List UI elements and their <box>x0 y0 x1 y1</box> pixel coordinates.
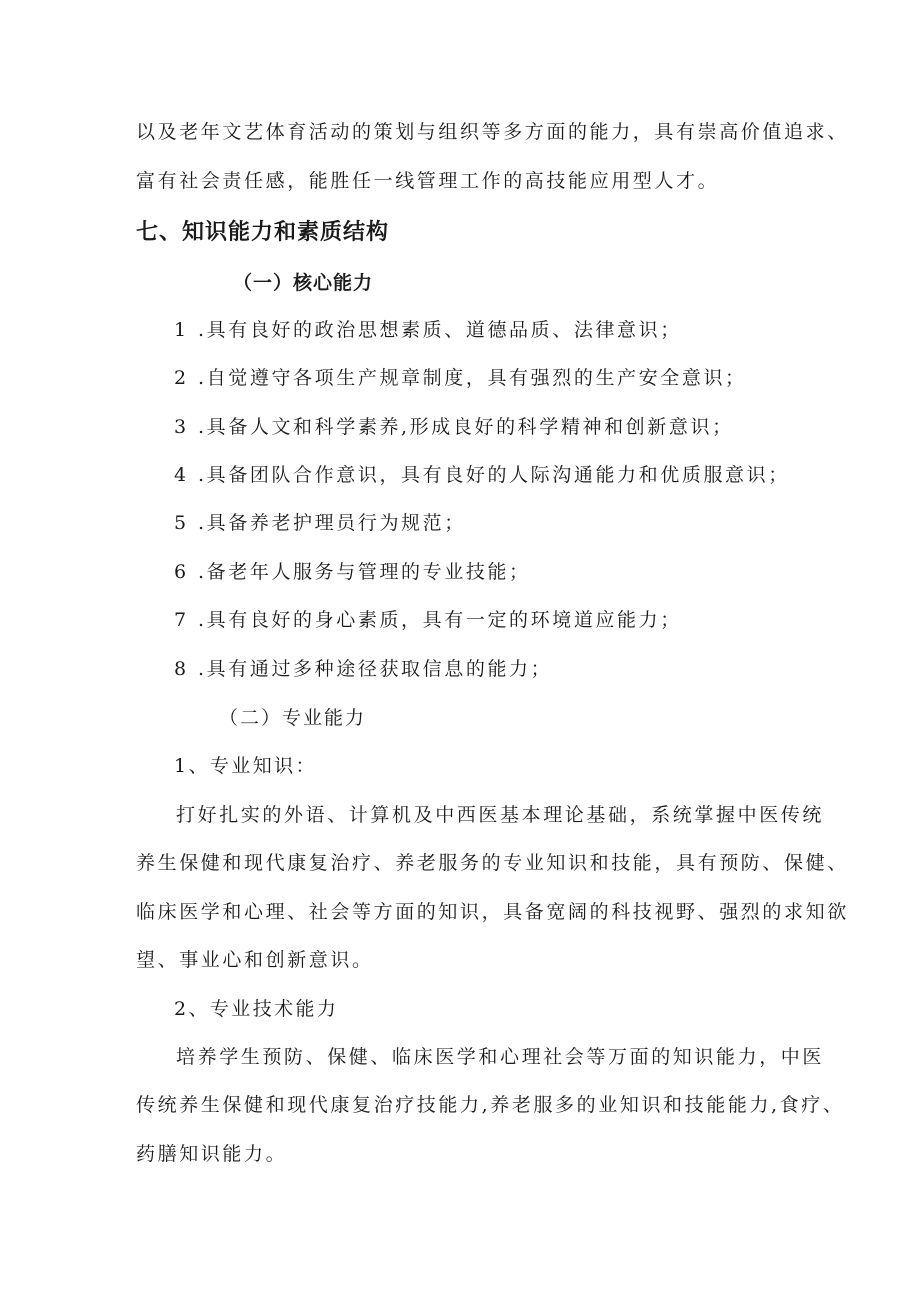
technical-line-3: 药膳知识能力。 <box>136 1143 288 1165</box>
list-item-text: .具有良好的身心素质，具有一定的环境道应能力； <box>198 609 682 631</box>
list-item-number: 8 <box>174 658 189 680</box>
list-item-number: 3 <box>174 416 189 438</box>
list-item <box>174 558 531 586</box>
list-item-text: .自觉遵守各项生产规章制度，具有强烈的生产安全意识； <box>198 367 747 389</box>
list-item <box>174 655 552 683</box>
list-item-text: .备老年人服务与管理的专业技能； <box>198 561 531 583</box>
list-item-number: 2 <box>174 367 189 389</box>
list-item-number: 6 <box>174 561 189 583</box>
technical-line-2: 传统养生保健和现代康复治疗技能力,养老服多的业知识和技能能力,食疗、 <box>136 1094 845 1116</box>
technical-line-1: 培养学生预防、保健、临床医学和心理社会等万面的知识能力，中医 <box>176 1046 825 1068</box>
list-item <box>174 509 466 537</box>
list-item <box>174 364 747 392</box>
list-item-text: .具有良好的政治思想素质、道德品质、法律意识； <box>198 319 682 341</box>
knowledge-line-1: 打好扎实的外语、计算机及中西医基本理论基础，系统掌握中医传统 <box>176 804 825 826</box>
list-item-text: .具有通过多种途径获取信息的能力； <box>198 658 553 680</box>
list-item-number: 4 <box>174 464 189 486</box>
intro-line-2: 富有社会责任感，能胜任一线管理工作的高技能应用型人才。 <box>136 170 720 192</box>
list-item-text: .具备团队合作意识，具有良好的人际沟通能力和优质服意识； <box>198 464 790 486</box>
list-item-text: .具备人文和科学素养,形成良好的科学精神和创新意识； <box>198 416 734 438</box>
list-item-text: .具备养老护理员行为规范； <box>198 512 466 534</box>
list-item-number: 7 <box>174 609 189 631</box>
list-item <box>174 316 682 344</box>
knowledge-title: 1、专业知识： <box>174 755 317 777</box>
list-item-number: 5 <box>174 512 189 534</box>
knowledge-line-2: 养生保健和现代康复治疗、养老服务的专业知识和技能，具有预防、保健、 <box>136 852 849 874</box>
subsection-heading-professional: （二）专业能力 <box>219 707 367 729</box>
knowledge-line-3: 临床医学和心理、社会等方面的知识，具备宽阔的科技视野、强烈的求知欲 <box>136 901 849 923</box>
list-item-number: 1 <box>174 319 189 341</box>
knowledge-line-4: 望、事业心和创新意识。 <box>136 949 374 971</box>
subsection-heading-core: （一）核心能力 <box>233 272 374 294</box>
section-heading: 七、知识能力和素质结构 <box>136 220 390 245</box>
list-item <box>174 606 682 634</box>
list-item <box>174 461 790 489</box>
list-item <box>174 413 734 441</box>
technical-title: 2、专业技术能力 <box>174 998 339 1020</box>
intro-line-1: 以及老年文艺体育活动的策划与组织等多方面的能力，具有崇高价值追求、 <box>136 121 849 143</box>
